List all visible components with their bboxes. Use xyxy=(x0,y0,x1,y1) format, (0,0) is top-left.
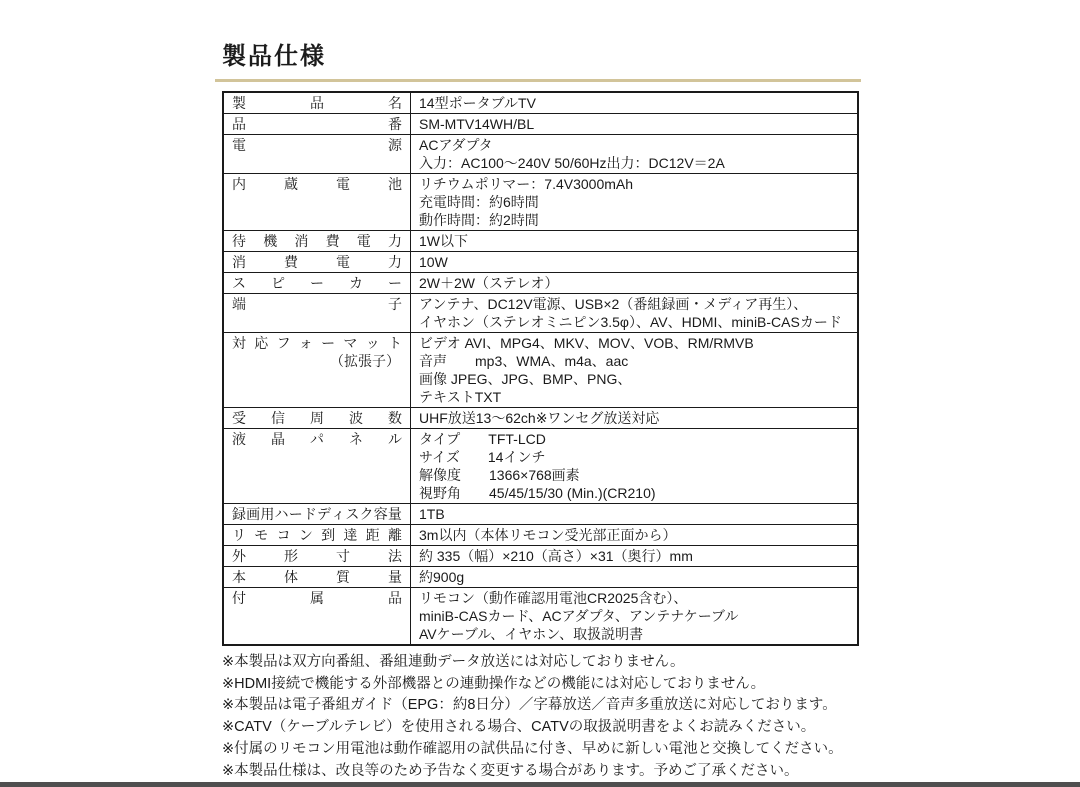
spec-value-line: リチウムポリマー：7.4V3000mAh xyxy=(419,176,634,192)
spec-value-line: 1W以下 xyxy=(419,233,468,249)
spec-label xyxy=(223,546,411,567)
spec-value-line: 14型ポータブルTV xyxy=(419,95,536,111)
footnote-item: ※HDMI接続で機能する外部機器との連動操作などの機能には対応しておりません。 xyxy=(222,675,766,692)
spec-value-line: 3m以内（本体リモコン受光部正面から） xyxy=(419,527,677,543)
spec-label xyxy=(223,231,411,252)
spec-value-line: イヤホン（ステレオミニピン3.5φ）、AV、HDMI、miniB-CASカード xyxy=(419,314,842,330)
spec-value-line: 解像度 1366×768画素 xyxy=(419,467,580,483)
spec-value-line: タイプ TFT-LCD xyxy=(419,431,546,447)
spec-value-line: 入力：AC100～240V 50/60Hz出力：DC12V＝2A xyxy=(419,155,725,171)
spec-label-text: 製 品 名 xyxy=(232,95,402,111)
spec-label-text: 対 応 フ ォ ー マ ッ ト xyxy=(232,335,402,351)
spec-label xyxy=(223,567,411,588)
spec-label xyxy=(223,333,411,408)
spec-label xyxy=(223,273,411,294)
spec-value xyxy=(411,588,859,646)
spec-value-line: アンテナ、DC12V電源、USB×2（番組録画・メディア再生）、 xyxy=(419,296,808,312)
page-title: 製品仕様 xyxy=(222,43,326,70)
spec-value-line: 充電時間：約6時間 xyxy=(419,194,539,210)
spec-row xyxy=(223,294,858,333)
spec-value-line: 2W＋2W（ステレオ） xyxy=(419,275,559,291)
spec-value-line: 10W xyxy=(419,254,448,270)
spec-value-line: ACアダプタ xyxy=(419,137,493,153)
spec-value-line: 1TB xyxy=(419,506,445,522)
spec-row xyxy=(223,588,858,646)
spec-label xyxy=(223,429,411,504)
spec-value-line: AVケーブル、イヤホン、取扱説明書 xyxy=(419,626,644,642)
spec-value xyxy=(411,92,859,114)
spec-label-text: 待 機 消 費 電 力 xyxy=(232,233,402,249)
spec-label xyxy=(223,114,411,135)
spec-label-text: ス ピ ー カ ー xyxy=(232,275,402,291)
spec-row xyxy=(223,135,858,174)
spec-value xyxy=(411,252,859,273)
spec-value-line: 約900g xyxy=(419,569,465,585)
spec-label-text: 外 形 寸 法 xyxy=(232,548,402,564)
spec-row xyxy=(223,273,858,294)
spec-row xyxy=(223,567,858,588)
spec-value-line: SM-MTV14WH/BL xyxy=(419,116,535,132)
spec-value xyxy=(411,114,859,135)
spec-label-subtext: （拡張子） xyxy=(330,353,400,369)
spec-label-text: 電 源 xyxy=(232,137,402,153)
spec-value-line: リモコン（動作確認用電池CR2025含む）、 xyxy=(419,590,688,606)
spec-row xyxy=(223,174,858,231)
spec-label xyxy=(223,252,411,273)
spec-label xyxy=(223,588,411,646)
spec-label xyxy=(223,408,411,429)
spec-row xyxy=(223,429,858,504)
spec-value-line: サイズ 14インチ xyxy=(419,449,546,465)
spec-value xyxy=(411,525,859,546)
spec-row xyxy=(223,525,858,546)
spec-value-line: UHF放送13～62ch※ワンセグ放送対応 xyxy=(419,410,660,426)
spec-value-line: 画像 JPEG、JPG、BMP、PNG、 xyxy=(419,371,632,387)
spec-label-text: 本 体 質 量 xyxy=(232,569,402,585)
spec-row xyxy=(223,114,858,135)
spec-label-text: 付 属 品 xyxy=(232,590,402,606)
spec-row xyxy=(223,504,858,525)
spec-row xyxy=(223,252,858,273)
spec-label xyxy=(223,174,411,231)
spec-row xyxy=(223,546,858,567)
spec-value xyxy=(411,429,859,504)
spec-label-text: 受 信 周 波 数 xyxy=(232,410,402,426)
spec-label-text: 消 費 電 力 xyxy=(232,254,402,270)
title-underline xyxy=(215,79,861,82)
spec-label xyxy=(223,525,411,546)
footnote-item: ※本製品は双方向番組、番組連動データ放送には対応しておりません。 xyxy=(222,654,685,670)
spec-value xyxy=(411,504,859,525)
spec-value xyxy=(411,294,859,333)
spec-value xyxy=(411,333,859,408)
spec-sheet xyxy=(215,36,861,782)
spec-value-line: 約 335（幅）×210（高さ）×31（奥行）mm xyxy=(419,548,693,564)
spec-label-text: 内 蔵 電 池 xyxy=(232,176,402,192)
spec-value-line: miniB-CASカード、ACアダプタ、アンテナケーブル xyxy=(419,608,739,624)
spec-value xyxy=(411,231,859,252)
spec-label-text: 品 番 xyxy=(232,116,402,132)
spec-table xyxy=(222,91,859,646)
spec-row xyxy=(223,231,858,252)
spec-value xyxy=(411,567,859,588)
footnote-item: ※本製品仕様は、改良等のため予告なく変更する場合があります。予めご了承ください。 xyxy=(222,762,799,779)
spec-row xyxy=(223,408,858,429)
spec-value xyxy=(411,546,859,567)
spec-label-text: リ モ コ ン 到 達 距 離 xyxy=(232,527,402,543)
spec-label-text: 端 子 xyxy=(232,296,402,312)
footnotes xyxy=(222,652,861,782)
spec-label xyxy=(223,92,411,114)
spec-label-text: 液 晶 パ ネ ル xyxy=(232,431,402,447)
footnote-item: ※CATV（ケーブルテレビ）を使用される場合、CATVの取扱説明書をよくお読みください。 xyxy=(222,719,816,736)
spec-row xyxy=(223,333,858,408)
spec-value-line: 動作時間：約2時間 xyxy=(419,212,539,228)
footnote-item: ※付属のリモコン用電池は動作確認用の試供品に付き、早めに新しい電池と交換してください。 xyxy=(222,740,843,757)
spec-value xyxy=(411,174,859,231)
spec-label-text: 録 画 用 ハ ー ド デ ィ ス ク 容 量 xyxy=(232,506,402,522)
spec-value-line: 音声 mp3、WMA、m4a、aac xyxy=(419,353,629,369)
spec-value xyxy=(411,135,859,174)
spec-value xyxy=(411,408,859,429)
spec-value xyxy=(411,273,859,294)
spec-label xyxy=(223,294,411,333)
footnote-item: ※本製品は電子番組ガイド（EPG：約8日分）／字幕放送／音声多重放送に対応しております。 xyxy=(222,697,837,714)
spec-label xyxy=(223,504,411,525)
bottom-edge-bar xyxy=(0,782,1080,787)
spec-value-line: ビデオ AVI、MPG4、MKV、MOV、VOB、RM/RMVB xyxy=(419,335,754,351)
spec-label xyxy=(223,135,411,174)
spec-value-line: テキストTXT xyxy=(419,389,502,405)
spec-row xyxy=(223,92,858,114)
spec-value-line: 視野角 45/45/15/30 (Min.)(CR210) xyxy=(419,485,656,501)
